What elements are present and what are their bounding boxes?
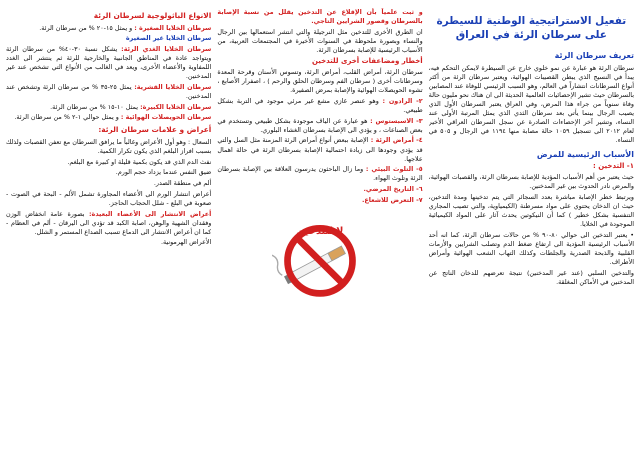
symptom-cough: السعال : وهو أول الأعراض وغالباً ما يرافق السرطان مع تعفن القصبات ولذلك بسبب افراز البلغم الذي يكون تكرار الكمية. [6,137,212,156]
glandular-heading: سرطان الخلايا الغدي الرئة: [121,44,212,53]
smoking-paragraph: حيث يعتبر من أهم الأسباب المؤدية للإصابة بسرطان الرئة، والقصبات الهوائية، والمرض نادر الحدوث بين غير المدخنين. [428,172,634,190]
definition-heading: تعريف سرطان الرئة [554,51,634,61]
symptom-chest-pain: ألم في منطقة الصدر. [153,179,212,188]
lung-disease-text: الإصابة ببعض أنواع أمراض الرئة المزمنة مثل السل والتي قد يؤدي وجودها الى زيادة احتمالية الإصابة بسرطان الرئة في حالة اهمال علاجها. [217,136,423,163]
column-middle [217,8,422,446]
column-left [6,8,211,446]
radon-text: وهو عنصر غازي مشع غير مرئي موجود في التربة بشكل طبيعي. [217,96,423,114]
radiation-heading: ٧- التعرض للاشعاع. [361,195,423,204]
no-smoking-sign [217,215,422,301]
non-small-cell-heading: سرطان الخلايا غير الصغيرة [125,34,212,43]
column-right [429,8,634,446]
types-heading: الانواع الباثولوجية لسرطان الرئة [93,11,212,20]
symptom-hormonal: الأعراض الهرمونية. [160,238,212,247]
symptom-breath: ضيق النفس عندما يزداد حجم الورم. [115,168,212,177]
symptom-blood: نفث الدم الذي قد يكون بكمية قليلة او كبيرة مع البلغم. [67,157,212,166]
definition-paragraph: سرطان الرئة هو عبارة عن نمو خلوي خارج عن السيطرة لايمكن التحكم فيه، يبدأ في النسيج الذي يبطن القصيبات الهوائية، ويعتبر سرطان الرئة من أكثر أنواع السرطانات انتشاراً في العالم، وهو السبب الرئيسي للوفاة عند المصابين بالسرطان حيث تشير الإحصائيات العالمية الحديثة الى ان هناك نحو مليون حالة وفاة سنوياً من جراء هذا المرض، وفي العراق يعتبر السرطان الأول الذي يصيب الرجال بينما يأتي بعد سرطان الثدي الذي يمثل المرتبة الأولى عند النساء، وتشير آخر الإحصاءات الصادرة عن سجل السرطان العراقي الأخير لعام ٢٠١٢ الى تسجيل ١٠٥٩ حالة مصابة منها ١١٩٤ في الرجال و ٥٠٥ في النساء. [428,63,634,145]
symptoms-heading: أعراض و علامات سرطان الرئة: [98,125,212,135]
asbestos-heading: ٣- الاسبستوس : [370,116,423,125]
history-heading: ٦- التاريخ المرضي. [363,185,423,194]
smoking-paragraph-4: والتدخين السلبي (عند غير المدخنين) نتيجة تعرضهم للدخان الناتج عن المدخنين في الأماكن المغلقة. [428,268,634,286]
smoking-heading: ١- التدخين : [593,161,634,170]
bronchial-text: و يمثل حوالي ١-٢ % من سرطان الرئة. [14,113,119,122]
other-smoking-paragraph: ان الطرق الأخرى للتدخين مثل النرجيلة والتي انتشر استعمالها بين الرجال والنساء وبصورة ملحوظة في السنوات الأخيرة في المجتمعات العربية، من الأسباب الرئيسية للإصابة بسرطان الرئة. [217,27,423,54]
asbestos-text: هو عبارة عن الياف موجودة بشكل طبيعي وتستخدم في بعض الصناعات ، و يؤدي الى الإصابة بسرطان الغشاء البلوري. [217,116,423,134]
large-cell-heading: سرطان الخلايا الكبيرة: [140,102,212,111]
squamous-heading: سرطان الخلايا القشرية: [134,82,212,91]
smoking-paragraph-3: • يعتبر التدخين الى حوالي ٨٠-٩٠ % من حالات سرطان الرئة، كما انه أحد الأسباب الرئيسية المؤدية الى ارتفاع ضغط الدم وتصلب الشرايين والأزمات القلبية والذبحة الصدرية والجلطات وكذلك التهاب الشعب الهوائية وأمراض الأطراف. [428,230,634,266]
pollution-heading: ٥- التلوث البيئي : [365,165,423,174]
radon-heading: ٢- الرادون : [382,96,423,105]
small-cell-text: و يمثل ١٥-٢٠ % من سرطان الرئة. [39,23,133,32]
symptom-spread-near: أعراض انتشار الورم الى الأعضاء المجاورة تشمل الألم - البحة في الصوت - صعوبة في البلع - شلل الحجاب الحاجز. [6,189,212,207]
quit-benefit-paragraph: و ثبت علمياً بأن الإقلاع عن التدخين يقلل من نسبة الإصابة بالسرطان وقصور الشرايين التاجي. [217,8,423,26]
glandular-text: يشكل نسبة ٣٠-٤٠% من سرطان الرئة ويتواجد عادة في المناطق الجانبية والخارجية للرئة ثم ينتشر الى الغدد اللمفاوية والأعضاء الأخرى، ويعد في الغالب من الأنواع التي تشخص عند غير المدخنين. [6,44,212,81]
brochure-title: تفعيل الاستراتيجية الوطنية للسيطرة على سرطان الرئة في العراق [436,15,627,42]
bronchial-heading: سرطان الحويصلات الهوائية : [120,113,212,122]
pollution-text: وما زال الباحثون يدرسون العلاقة بين الإصابة بسرطان الرئة وتلوث الهواء. [217,165,423,183]
squamous-text: يمثل ٢٥-٣٥ % من سرطان الرئة وتشخص عند المدخنين. [6,82,212,100]
complications-paragraph: سرطان الرئة، أمراض القلب، أمراض الرئة، وتسوس الأسنان وقرحة المعدة وسرطانات أخرى ( سرطان الفم وسرطان الحلق والرحم ) ، اصفرار الأصابع ، تشوه الحويصلات الهوائية والإصابة بمرض الصفيرة. [217,68,423,95]
lung-disease-heading: ٤- أمراض الرئة : [370,136,423,145]
complications-heading: أخطار ومضاعفات أخرى للتدخين [311,57,423,66]
metastasis-text: بصورة عامة انخفاض الوزن وفقدان الشهية والوهن، اصابة الكبد قد تؤدي الى اليرقان - ألم في العظام - كما ان أعراض الانتشار الى الدماغ تسبب الصداع المستمر و الشلل. [6,209,212,236]
smoking-paragraph-2: ويرتبط خطر الإصابة مباشرة بعدد السجائر التي يتم تدخينها ومدة التدخين، حيث ان الدخان يحتوي على مواد مسرطنة (الكيمياوية، والتي تصيب المجاري التنفسية بشكل خطير ) كما أن النيكوتين يحدث آثار على المواد الكيميائية الموجودة في الخلايا. [428,192,634,228]
metastasis-heading: أعراض الانتشار الى الأعضاء البعيدة: [89,209,212,218]
no-smoking-icon [272,215,368,301]
small-cell-heading: سرطان الخلايا الصغيرة : [134,23,212,32]
large-cell-text: يمثل ١٠-١٥ % من سرطان الرئة. [50,102,139,111]
causes-heading: الأسباب الرئيسية للمرض [536,149,634,159]
no-smoking-text: لا للتدخين [296,225,344,237]
